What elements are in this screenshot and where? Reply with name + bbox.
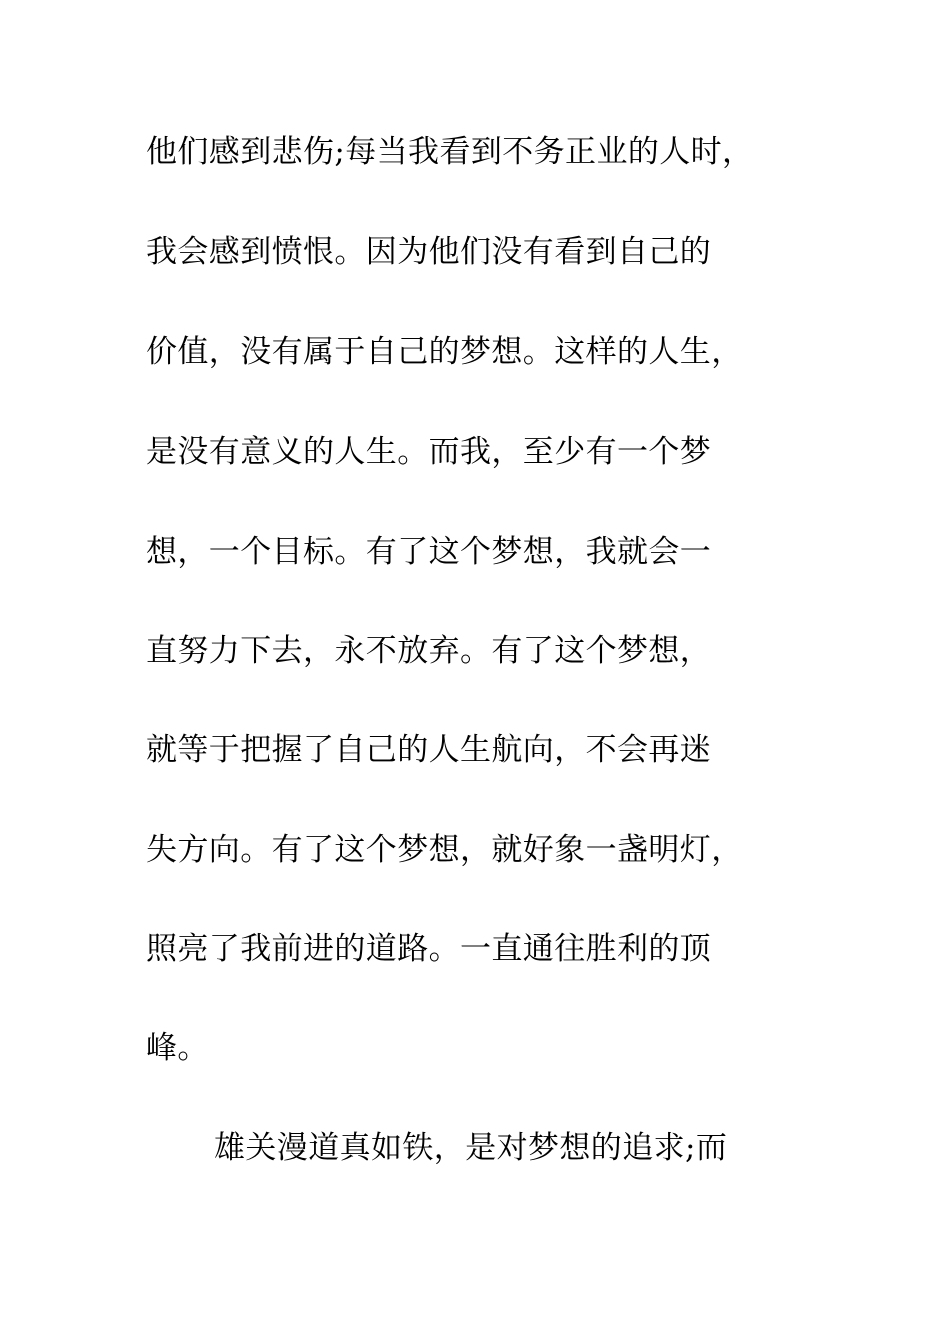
text-line-10: 峰。 [146,1030,209,1066]
text-line-2: 我会感到愤恨。因为他们没有看到自己的 [146,234,712,270]
text-line-1: 他们感到悲伤;每当我看到不务正业的人时， [146,134,754,170]
text-line-3: 价值，没有属于自己的梦想。这样的人生， [146,334,743,370]
text-line-4: 是没有意义的人生。而我，至少有一个梦 [146,434,712,470]
text-line-7: 就等于把握了自己的人生航向，不会再迷 [146,732,712,768]
text-line-5: 想，一个目标。有了这个梦想，我就会一 [146,534,712,570]
text-line-6: 直努力下去，永不放弃。有了这个梦想， [146,633,712,669]
text-line-9: 照亮了我前进的道路。一直通往胜利的顶 [146,931,712,967]
text-line-8: 失方向。有了这个梦想，就好象一盏明灯， [146,832,743,868]
text-line-11: 雄关漫道真如铁，是对梦想的追求;而 [214,1130,728,1166]
